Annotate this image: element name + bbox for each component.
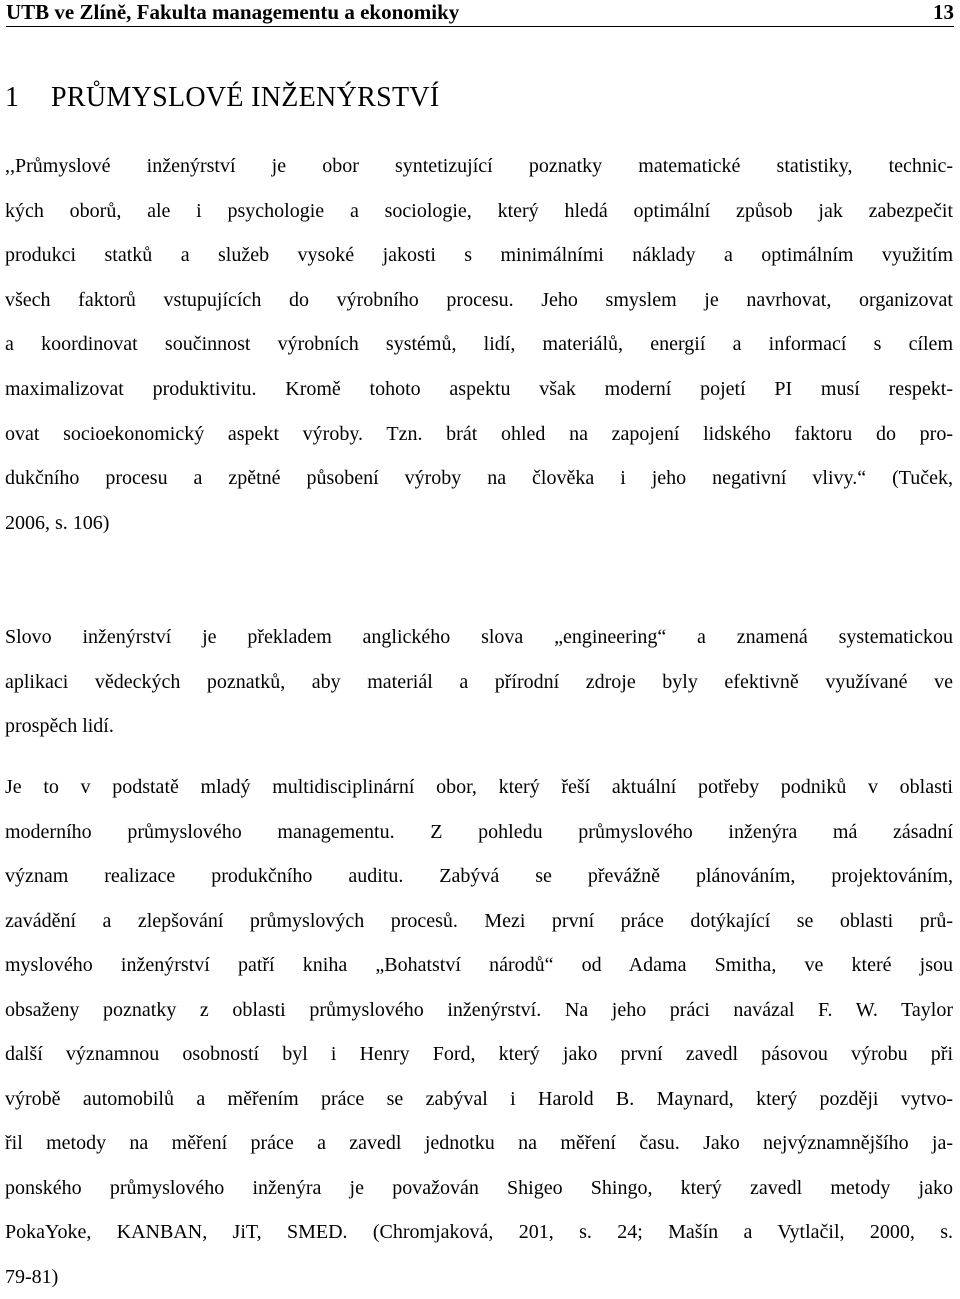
header-institution: UTB ve Zlíně, Fakulta managementu a ekonomiky [6,0,459,24]
text-line: 2006, s. 106) [5,501,953,546]
text-line: dukčního procesu a zpětné působení výroby na člověka i jeho negativní vlivy.“ (Tuček, [5,456,953,501]
text-line: aplikaci vědeckých poznatků, aby materiál a přírodní zdroje byly efektivně využívané ve [5,660,953,705]
text-line: ,,Průmyslové inženýrství je obor syntetizující poznatky matematické statistiky, technic- [5,144,953,189]
text-line: kých oborů, ale i psychologie a sociologie, který hledá optimální způsob jak zabezpečit [5,189,953,234]
text-line: 79-81) [5,1255,953,1299]
chapter-number: 1 [5,81,51,115]
text-line: význam realizace produkčního auditu. Zabývá se převážně plánováním, projektováním, [5,854,953,899]
text-line: zavádění a zlepšování průmyslových procesů. Mezi první práce dotýkající se oblasti prů- [5,899,953,944]
text-line: ovat socioekonomický aspekt výroby. Tzn. brát ohled na zapojení lidského faktoru do pro- [5,412,953,457]
text-line: ponského průmyslového inženýra je považován Shigeo Shingo, který zavedl metody jako [5,1166,953,1211]
text-line: a koordinovat součinnost výrobních systémů, lidí, materiálů, energií a informací s cílem [5,322,953,367]
text-line: Je to v podstatě mladý multidisciplinární obor, který řeší aktuální potřeby podniků v oblasti [5,765,953,810]
text-line: řil metody na měření práce a zavedl jednotku na měření času. Jako nejvýznamnějšího ja- [5,1121,953,1166]
text-line: prospěch lidí. [5,704,953,749]
text-line: další významnou osobností byl i Henry Ford, který jako první zavedl pásovou výrobu při [5,1032,953,1077]
chapter-heading [5,81,440,115]
text-line: Slovo inženýrství je překladem anglického slova „engineering“ a znamená systematickou [5,615,953,660]
text-line: výrobě automobilů a měřením práce se zabýval i Harold B. Maynard, který později vytvo- [5,1077,953,1122]
running-header [6,0,954,27]
text-line: produkci statků a služeb vysoké jakosti s minimálními náklady a optimálním využitím [5,233,953,278]
paragraph-engineering-term [5,615,953,749]
chapter-title: PRŮMYSLOVÉ INŽENÝRSTVÍ [51,82,440,113]
text-line: myslového inženýrství patří kniha „Bohatství národů“ od Adama Smitha, ve které jsou [5,943,953,988]
text-line: obsaženy poznatky z oblasti průmyslového inženýrství. Na jeho práci navázal F. W. Taylor [5,988,953,1033]
page-number: 13 [933,0,954,24]
paragraph-history [5,765,953,1299]
text-line: maximalizovat produktivitu. Kromě tohoto aspektu však moderní pojetí PI musí respekt- [5,367,953,412]
text-line: všech faktorů vstupujících do výrobního procesu. Jeho smyslem je navrhovat, organizovat [5,278,953,323]
text-line: moderního průmyslového managementu. Z pohledu průmyslového inženýra má zásadní [5,810,953,855]
text-line: PokaYoke, KANBAN, JiT, SMED. (Chromjaková, 201, s. 24; Mašín a Vytlačil, 2000, s. [5,1210,953,1255]
paragraph-definition-quote [5,144,953,545]
